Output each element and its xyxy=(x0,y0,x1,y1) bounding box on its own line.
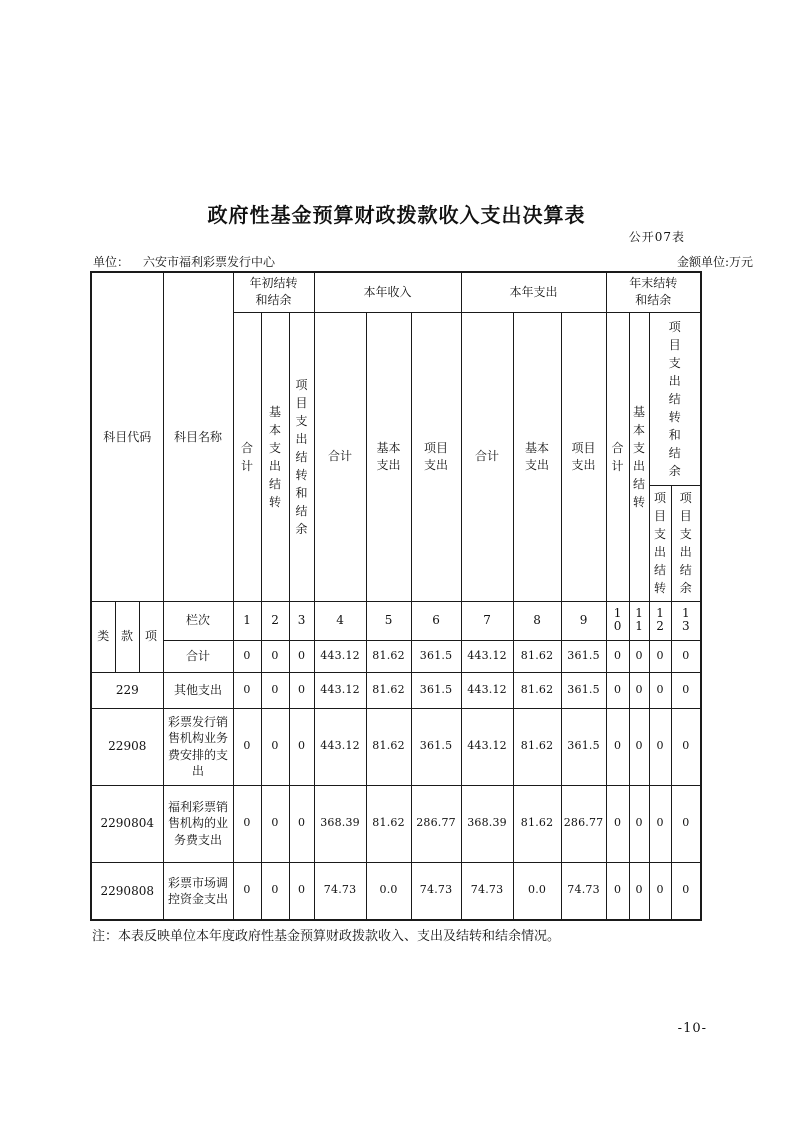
value-cell: 0 xyxy=(671,640,701,672)
end-balance-group-header: 年末结转和结余 xyxy=(606,272,701,312)
row-name: 彩票发行销售机构业务费安排的支出 xyxy=(163,708,233,785)
begin-total-header: 合计 xyxy=(233,312,261,601)
value-cell: 0 xyxy=(261,672,289,708)
value-cell: 0 xyxy=(261,785,289,862)
expense-basic-expense-header: 基本支出 xyxy=(513,312,561,601)
header-row-groups xyxy=(91,272,701,312)
value-cell: 0 xyxy=(649,640,671,672)
row-index-label: 栏次 xyxy=(163,601,233,640)
row-code: 2290804 xyxy=(91,785,163,862)
value-cell: 368.39 xyxy=(314,785,366,862)
value-cell: 0 xyxy=(649,862,671,920)
value-cell: 81.62 xyxy=(366,640,411,672)
expense-project-expense-header: 项目支出 xyxy=(561,312,606,601)
value-cell: 0 xyxy=(261,708,289,785)
value-cell: 0 xyxy=(629,672,649,708)
value-cell: 0 xyxy=(606,708,629,785)
value-cell: 286.77 xyxy=(561,785,606,862)
income-total-header: 合计 xyxy=(314,312,366,601)
column-number: 6 xyxy=(411,601,461,640)
expense-group-header: 本年支出 xyxy=(461,272,606,312)
begin-balance-group-header: 年初结转和结余 xyxy=(233,272,314,312)
value-cell: 443.12 xyxy=(461,672,513,708)
value-cell: 0 xyxy=(289,672,314,708)
value-cell: 81.62 xyxy=(513,672,561,708)
value-cell: 74.73 xyxy=(411,862,461,920)
value-cell: 361.5 xyxy=(561,708,606,785)
item-header: 项 xyxy=(139,601,163,672)
value-cell: 81.62 xyxy=(366,785,411,862)
value-cell: 0 xyxy=(606,640,629,672)
column-number: 11 xyxy=(629,601,649,640)
value-cell: 0 xyxy=(629,862,649,920)
column-number: 4 xyxy=(314,601,366,640)
income-basic-expense-header: 基本支出 xyxy=(366,312,411,601)
column-number: 7 xyxy=(461,601,513,640)
table-row xyxy=(91,862,701,920)
value-cell: 81.62 xyxy=(513,640,561,672)
column-number: 3 xyxy=(289,601,314,640)
value-cell: 0 xyxy=(233,672,261,708)
value-cell: 0 xyxy=(671,672,701,708)
value-cell: 0 xyxy=(261,640,289,672)
value-cell: 0 xyxy=(233,708,261,785)
class-header: 类 xyxy=(91,601,115,672)
row-name: 其他支出 xyxy=(163,672,233,708)
value-cell: 443.12 xyxy=(314,708,366,785)
unit-name: 六安市福利彩票发行中心 xyxy=(143,255,276,269)
section-header: 款 xyxy=(115,601,139,672)
value-cell: 0 xyxy=(606,785,629,862)
value-cell: 361.5 xyxy=(411,640,461,672)
column-number: 9 xyxy=(561,601,606,640)
value-cell: 0 xyxy=(629,785,649,862)
value-cell: 0 xyxy=(289,708,314,785)
subject-name-header: 科目名称 xyxy=(163,272,233,601)
value-cell: 0 xyxy=(606,862,629,920)
income-project-expense-header: 项目支出 xyxy=(411,312,461,601)
total-row-label: 合计 xyxy=(163,640,233,672)
fund-budget-table xyxy=(90,271,702,921)
value-cell: 0 xyxy=(649,708,671,785)
total-row xyxy=(91,640,701,672)
end-total-header: 合计 xyxy=(606,312,629,601)
form-label: 公开07表 xyxy=(628,230,685,244)
end-basic-carryover-header: 基本支出结转 xyxy=(629,312,649,601)
value-cell: 443.12 xyxy=(314,672,366,708)
value-cell: 74.73 xyxy=(561,862,606,920)
table-row xyxy=(91,785,701,862)
begin-project-carryover-balance-header: 项目支出结转和结余 xyxy=(289,312,314,601)
value-cell: 0 xyxy=(289,785,314,862)
column-number: 2 xyxy=(261,601,289,640)
value-cell: 443.12 xyxy=(461,640,513,672)
unit-label: 单位： xyxy=(93,255,130,269)
value-cell: 0 xyxy=(289,640,314,672)
row-code: 2290808 xyxy=(91,862,163,920)
value-cell: 0 xyxy=(649,785,671,862)
value-cell: 0 xyxy=(629,708,649,785)
subject-code-header: 科目代码 xyxy=(91,272,163,601)
value-cell: 443.12 xyxy=(314,640,366,672)
value-cell: 443.12 xyxy=(461,708,513,785)
column-number: 12 xyxy=(649,601,671,640)
income-group-header: 本年收入 xyxy=(314,272,461,312)
value-cell: 81.62 xyxy=(366,708,411,785)
row-name: 彩票市场调控资金支出 xyxy=(163,862,233,920)
value-cell: 81.62 xyxy=(513,708,561,785)
value-cell: 0.0 xyxy=(513,862,561,920)
value-cell: 361.5 xyxy=(411,708,461,785)
value-cell: 361.5 xyxy=(561,672,606,708)
value-cell: 286.77 xyxy=(411,785,461,862)
page-title: 政府性基金预算财政拨款收入支出决算表 xyxy=(207,203,586,228)
value-cell: 0 xyxy=(606,672,629,708)
end-project-carryover-header: 项目支出结转 xyxy=(649,485,671,601)
row-code: 22908 xyxy=(91,708,163,785)
column-number: 8 xyxy=(513,601,561,640)
value-cell: 0.0 xyxy=(366,862,411,920)
value-cell: 0 xyxy=(233,640,261,672)
column-number: 5 xyxy=(366,601,411,640)
value-cell: 81.62 xyxy=(366,672,411,708)
value-cell: 361.5 xyxy=(561,640,606,672)
row-name: 福利彩票销售机构的业务费支出 xyxy=(163,785,233,862)
value-cell: 74.73 xyxy=(461,862,513,920)
value-cell: 0 xyxy=(233,785,261,862)
table-note: 注：本表反映单位本年度政府性基金预算财政拨款收入、支出及结转和结余情况。 xyxy=(92,929,561,944)
value-cell: 0 xyxy=(289,862,314,920)
expense-total-header: 合计 xyxy=(461,312,513,601)
page-number: -10- xyxy=(677,1021,707,1036)
end-project-balance-header: 项目支出结余 xyxy=(671,485,701,601)
unit-info-row xyxy=(93,253,275,270)
end-project-carryover-balance-header: 项目支出结转和结余 xyxy=(649,312,701,485)
amount-unit-label: 金额单位:万元 xyxy=(676,255,753,269)
table-row xyxy=(91,708,701,785)
value-cell: 0 xyxy=(233,862,261,920)
value-cell: 0 xyxy=(671,708,701,785)
column-number: 10 xyxy=(606,601,629,640)
column-index-row xyxy=(91,601,701,640)
value-cell: 0 xyxy=(261,862,289,920)
table-row xyxy=(91,672,701,708)
value-cell: 81.62 xyxy=(513,785,561,862)
value-cell: 0 xyxy=(649,672,671,708)
column-number: 1 xyxy=(233,601,261,640)
value-cell: 0 xyxy=(671,785,701,862)
column-number: 13 xyxy=(671,601,701,640)
value-cell: 0 xyxy=(629,640,649,672)
value-cell: 368.39 xyxy=(461,785,513,862)
row-code: 229 xyxy=(91,672,163,708)
begin-basic-carryover-header: 基本支出结转 xyxy=(261,312,289,601)
value-cell: 74.73 xyxy=(314,862,366,920)
value-cell: 0 xyxy=(671,862,701,920)
value-cell: 361.5 xyxy=(411,672,461,708)
